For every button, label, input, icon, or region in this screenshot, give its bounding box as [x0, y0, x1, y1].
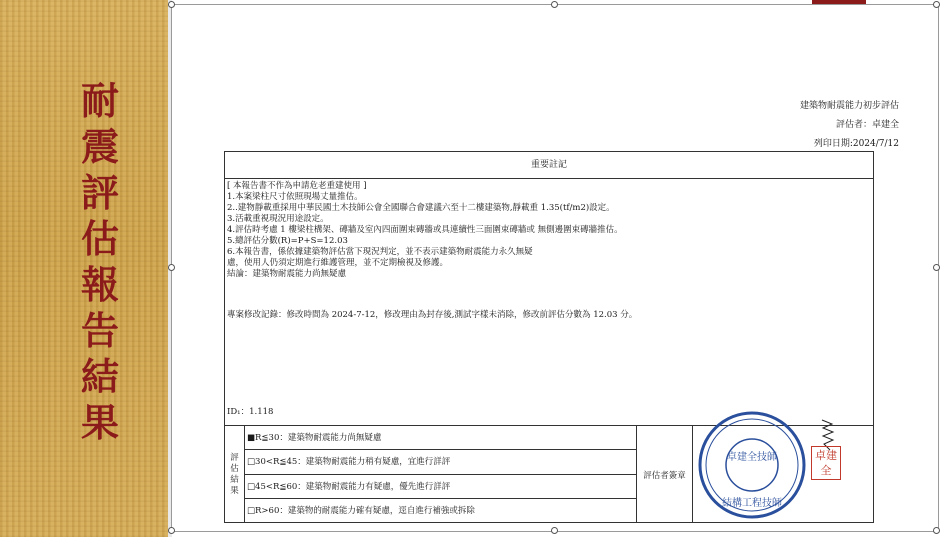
result-label: 評估結果 — [230, 452, 239, 496]
note-line: 4.評估時考慮 1 樓梁柱構架、磚牆及室內四面圍束磚牆或具連續性三面圍束磚牆或 無側邊圍束磚牆推估。 — [227, 225, 623, 235]
note-line: 3.活載重視現況用途設定。 — [227, 214, 329, 224]
revision-record: 專案修改記錄：修改時間為 2024-7-12，修改理由為封存後,測試字樣未消除，修改前評估分數為 12.03 分。 — [227, 310, 638, 320]
assessor-line: 評估者：卓建全 — [835, 120, 899, 130]
seal-top-text: 卓建全技師 — [727, 452, 777, 463]
resize-handle-middle-right[interactable] — [933, 264, 940, 271]
id-value: ID₁：1.118 — [227, 407, 274, 417]
resize-handle-top-left[interactable] — [168, 1, 175, 8]
resize-handle-top-right[interactable] — [933, 1, 940, 8]
resize-handle-bottom-left[interactable] — [168, 527, 175, 534]
engineer-seal — [697, 406, 807, 524]
result-row-r30: ■R≦30：建築物耐震能力尚無疑慮 — [245, 426, 636, 450]
seal-area — [693, 426, 873, 523]
resize-handle-bottom-right[interactable] — [933, 527, 940, 534]
result-grid — [225, 425, 873, 523]
note-line: 2..建物靜載重採用中華民國土木技師公會全國聯合會建議六至十二樓建築物,靜載重 1.35(tf/m2)設定。 — [227, 203, 615, 213]
result-row-r45: □30<R≦45：建築物耐震能力稍有疑慮，宜進行詳評 — [245, 450, 636, 474]
result-rows — [245, 426, 637, 523]
table-title: 重要註記 — [225, 152, 873, 179]
resize-handle-bottom-center[interactable] — [551, 527, 558, 534]
seal-bottom-text: 結構工程技師 — [722, 498, 782, 509]
side-title: 耐震評估報告結果 — [80, 78, 119, 445]
note-line: 1.本案梁柱尺寸依照現場丈量推估。 — [227, 192, 363, 202]
name-stamp: 卓建全 — [811, 446, 841, 480]
doc-title: 建築物耐震能力初步評估 — [799, 101, 899, 111]
resize-handle-middle-left[interactable] — [168, 264, 175, 271]
note-line: 結論：建築物耐震能力尚無疑慮 — [227, 269, 347, 279]
note-line: 6.本報告書，係依據建築物評估當下現況判定，並不表示建築物耐震能力永久無疑 — [227, 247, 533, 257]
note-line: 慮，使用人仍須定期進行維護管理，並不定期檢視及修護。 — [227, 258, 449, 268]
result-row-over60: □R>60：建築物的耐震能力確有疑慮，逕自進行補強或拆除 — [247, 505, 475, 516]
notes-table — [224, 151, 874, 523]
print-date: 列印日期:2024/7/12 — [813, 139, 899, 149]
note-line: [ 本報告書不作為申請危老重建使用 ] — [227, 181, 367, 191]
assessor-signature-label: 評估者簽章 — [637, 426, 693, 523]
result-label-cell — [225, 426, 245, 523]
notes-list — [227, 181, 867, 280]
note-line: 5.總評估分數(R)=P+S=12.03 — [227, 236, 348, 246]
resize-handle-top-center[interactable] — [551, 1, 558, 8]
result-row-r60: □45<R≦60：建築物耐震能力有疑慮，優先進行詳評 — [245, 475, 636, 499]
decorative-side-panel — [0, 0, 168, 537]
